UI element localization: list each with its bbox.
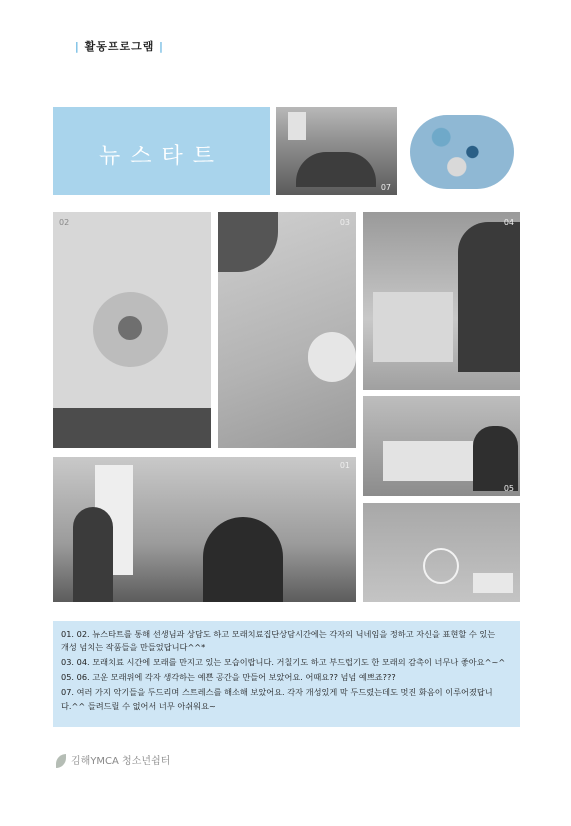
caption-box <box>53 621 520 727</box>
photo-05-table-group <box>363 396 520 496</box>
caption-line: 다.^^ 들려드릴 수 없어서 너무 아쉬워요~ <box>61 701 216 711</box>
photo-number: 03 <box>339 218 350 227</box>
photo-number: 05 <box>503 484 514 493</box>
caption-line: 07. 여러 가지 악기들을 두드리며 스트레스를 해소해 보았어요. 각자 개성있게 막 두드렸는데도 멋진 화음이 이루어졌답니 <box>61 687 493 697</box>
photo-number: 02 <box>59 218 70 227</box>
caption-line: 01. 02. 뉴스타트를 통해 선생님과 상담도 하고 모래치료집단상담시간에는 각자의 닉네임을 정하고 자신을 표현할 수 있는 <box>61 629 496 639</box>
caption-line: 03. 04. 모래치료 시간에 모래를 만지고 있는 모습이랍니다. 거칠기도 하고 부드럽기도 한 모래의 감촉이 너무나 좋아요^~^ <box>61 657 506 667</box>
photo-03-sand-hands <box>218 212 356 448</box>
photo-02-poster <box>53 212 211 448</box>
photo-01-meeting <box>53 457 356 602</box>
header-title: 활동프로그램 <box>84 40 155 53</box>
photo-number: 04 <box>503 218 514 227</box>
photo-04-sand-trays <box>363 212 520 390</box>
photo-07-room <box>276 107 397 195</box>
page-title: 뉴스타트 <box>98 144 224 169</box>
leaf-icon <box>56 754 66 768</box>
caption-line: 개성 넘치는 작품들을 만들었답니다^^* <box>61 642 206 652</box>
photo-number: 07 <box>380 183 391 192</box>
photo-number: 01 <box>339 461 350 470</box>
photo-06-sand-scene <box>363 503 520 602</box>
caption-line: 05. 06. 고운 모래위에 각자 생각하는 예쁜 공간을 만들어 보았어요. 어때요?? 넘넘 예쁘죠??? <box>61 672 396 682</box>
footer-text: 김해YMCA 청소년쉼터 <box>71 756 171 767</box>
title-box <box>53 107 270 195</box>
photo-sand-figures <box>402 107 520 195</box>
header-bar-right: | <box>159 40 164 53</box>
header-bar-left: | <box>75 40 80 53</box>
section-header <box>75 38 164 54</box>
footer <box>56 752 170 768</box>
